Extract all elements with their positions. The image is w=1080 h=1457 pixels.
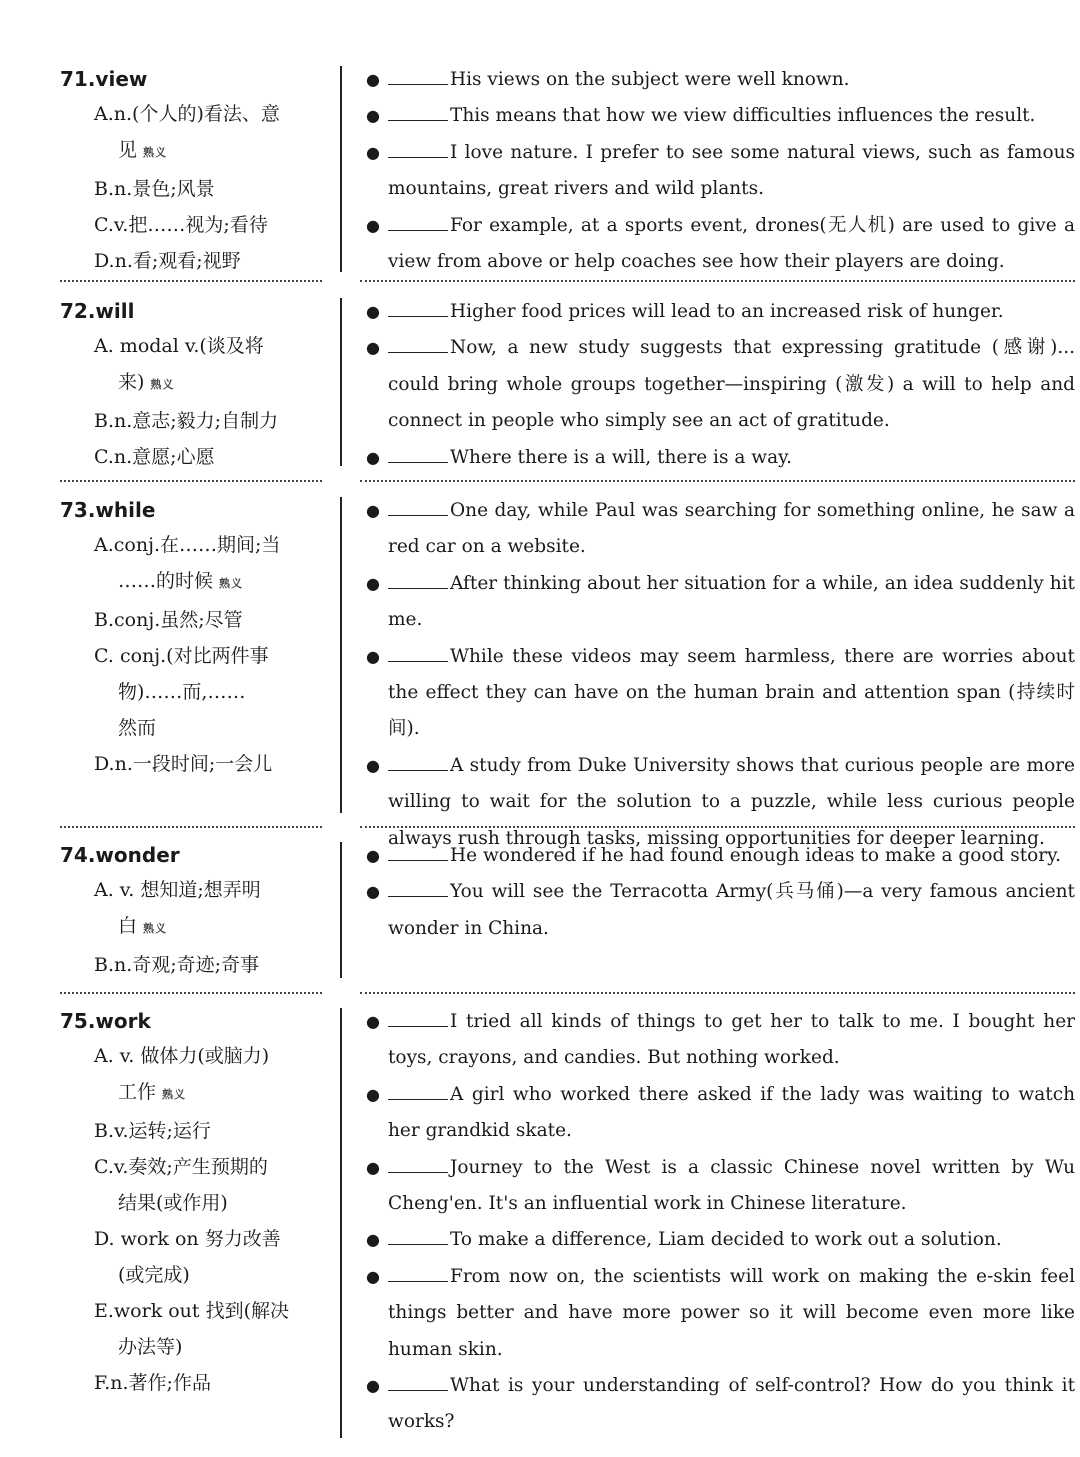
example-sentence: ● This means that how we view difficulties influences the result.: [360, 98, 1075, 134]
answer-blank[interactable]: [388, 1081, 448, 1100]
bullet-icon: ●: [366, 447, 380, 467]
bullet-icon: ●: [366, 338, 380, 358]
example-sentence: ● One day, while Paul was searching for something online, he saw a red car on a website.: [360, 493, 1075, 566]
bullet-icon: ●: [366, 646, 380, 666]
bullet-icon: ●: [366, 1157, 380, 1177]
dotted-separator: [360, 826, 1075, 828]
example-sentence: ● What is your understanding of self-control? How do you think it works?: [360, 1368, 1075, 1441]
answer-blank[interactable]: [388, 66, 448, 85]
answer-blank[interactable]: [388, 570, 448, 589]
answer-blank[interactable]: [388, 1372, 448, 1391]
example-sentence: ● You will see the Terracotta Army(兵马俑)—a very famous ancient wonder in China.: [360, 874, 1075, 947]
definition-d: D.n.一段时间;一会儿: [94, 753, 273, 775]
bullet-icon: ●: [366, 501, 380, 520]
bullet-icon: ●: [366, 142, 380, 162]
example-sentence: ● I tried all kinds of things to get her to talk to me. I bought her toys, crayons, and candies. But nothing worked.: [360, 1004, 1075, 1077]
definition-f: F.n.著作;作品: [94, 1372, 211, 1394]
answer-blank[interactable]: [388, 102, 448, 121]
answer-blank[interactable]: [388, 444, 448, 463]
headword: 74.wonder: [60, 843, 180, 867]
dotted-separator: [60, 992, 322, 994]
bullet-icon: ●: [366, 106, 380, 126]
definition-b: B.v.运转;运行: [94, 1120, 211, 1142]
familiar-tag: 熟义: [143, 922, 168, 935]
example-sentence: ● A girl who worked there asked if the lady was waiting to watch her grandkid skate.: [360, 1077, 1075, 1150]
definition-a: A. v. 想知道;想弄明 白熟义: [94, 879, 261, 937]
dotted-separator: [60, 480, 322, 482]
familiar-tag: 熟义: [219, 577, 244, 590]
bullet-icon: ●: [366, 755, 380, 775]
definition-c: C. conj.(对比两件事 物)……而,…… 然而: [94, 645, 269, 739]
dotted-separator: [360, 480, 1075, 482]
bullet-icon: ●: [366, 302, 380, 321]
answer-blank[interactable]: [388, 878, 448, 897]
example-sentence: ● To make a difference, Liam decided to work out a solution.: [360, 1222, 1075, 1258]
dotted-separator: [60, 826, 322, 828]
headword: 71.view: [60, 67, 148, 91]
answer-blank[interactable]: [388, 497, 448, 516]
example-sentence: ● While these videos may seem harmless, there are worries about the effect they can have on the human brain and attention span (持续时间).: [360, 639, 1075, 748]
definition-b: B.n.意志;毅力;自制力: [94, 410, 279, 432]
example-sentence: ● His views on the subject were well known.: [360, 62, 1075, 98]
answer-blank[interactable]: [388, 298, 448, 317]
answer-blank[interactable]: [388, 1263, 448, 1282]
answer-blank[interactable]: [388, 643, 448, 662]
divider-line: [340, 298, 342, 466]
familiar-tag: 熟义: [150, 378, 175, 391]
dotted-separator: [360, 280, 1075, 282]
headword: 72.will: [60, 299, 135, 323]
example-sentence: ● After thinking about her situation for a while, an idea suddenly hit me.: [360, 566, 1075, 639]
answer-blank[interactable]: [388, 842, 448, 861]
definition-c: C.n.意愿;心愿: [94, 446, 215, 468]
bullet-icon: ●: [366, 215, 380, 235]
divider-line: [340, 497, 342, 813]
bullet-icon: ●: [366, 846, 380, 865]
bullet-icon: ●: [366, 1084, 380, 1104]
example-sentence: ● He wondered if he had found enough ideas to make a good story.: [360, 838, 1075, 874]
answer-blank[interactable]: [388, 139, 448, 158]
example-sentence: ● A study from Duke University shows that curious people are more willing to wait for the solution to a puzzle, while less curious people always rush through tasks, missing opportunities for deeper learning.: [360, 748, 1075, 857]
familiar-tag: 熟义: [162, 1088, 187, 1101]
divider-line: [340, 842, 342, 978]
definition-d: D.n.看;观看;视野: [94, 250, 241, 272]
definition-a: A. modal v.(谈及将 来) 熟义: [94, 335, 264, 393]
definition-c: C.v.把……视为;看待: [94, 214, 268, 236]
definition-a: A.n.(个人的)看法、意 见熟义: [94, 103, 280, 161]
answer-blank[interactable]: [388, 334, 448, 353]
bullet-icon: ●: [366, 1376, 380, 1396]
bullet-icon: ●: [366, 882, 380, 902]
definition-c: C.v.奏效;产生预期的 结果(或作用): [94, 1156, 268, 1214]
headword: 75.work: [60, 1009, 151, 1033]
example-sentence: ● For example, at a sports event, drones(无人机) are used to give a view from above or help coaches see how their players are doing.: [360, 208, 1075, 281]
example-sentence: ● Journey to the West is a classic Chinese novel written by Wu Cheng'en. It's an influential work in Chinese literature.: [360, 1150, 1075, 1223]
dotted-separator: [360, 992, 1075, 994]
answer-blank[interactable]: [388, 1008, 448, 1027]
definition-a: A.conj.在……期间;当 ……的时候 熟义: [94, 534, 281, 592]
bullet-icon: ●: [366, 1012, 380, 1031]
headword: 73.while: [60, 498, 156, 522]
example-sentence: ● From now on, the scientists will work on making the e-skin feel things better and have more power so it will become even more like human skin.: [360, 1259, 1075, 1368]
bullet-icon: ●: [366, 1230, 380, 1250]
answer-blank[interactable]: [388, 1226, 448, 1245]
answer-blank[interactable]: [388, 752, 448, 771]
answer-blank[interactable]: [388, 1154, 448, 1173]
definition-b: B.n.奇观;奇迹;奇事: [94, 954, 260, 976]
dotted-separator: [60, 280, 322, 282]
definition-d: D. work on 努力改善 (或完成): [94, 1228, 281, 1286]
bullet-icon: ●: [366, 70, 380, 89]
divider-line: [340, 66, 342, 272]
bullet-icon: ●: [366, 1266, 380, 1286]
example-sentence: ● Now, a new study suggests that expressing gratitude (感谢)... could bring whole groups together—inspiring (激发) a will to help and connect in people who simply see an act of gratitude.: [360, 330, 1075, 439]
divider-line: [340, 1008, 342, 1438]
bullet-icon: ●: [366, 573, 380, 593]
definition-e: E.work out 找到(解决 办法等): [94, 1300, 290, 1358]
definition-b: B.n.景色;风景: [94, 178, 215, 200]
example-sentence: ● Where there is a will, there is a way.: [360, 440, 1075, 476]
example-sentence: ● I love nature. I prefer to see some natural views, such as famous mountains, great rivers and wild plants.: [360, 135, 1075, 208]
answer-blank[interactable]: [388, 212, 448, 231]
familiar-tag: 熟义: [143, 146, 168, 159]
example-sentence: ● Higher food prices will lead to an increased risk of hunger.: [360, 294, 1075, 330]
definition-b: B.conj.虽然;尽管: [94, 609, 243, 631]
definition-a: A. v. 做体力(或脑力) 工作 熟义: [94, 1045, 270, 1103]
